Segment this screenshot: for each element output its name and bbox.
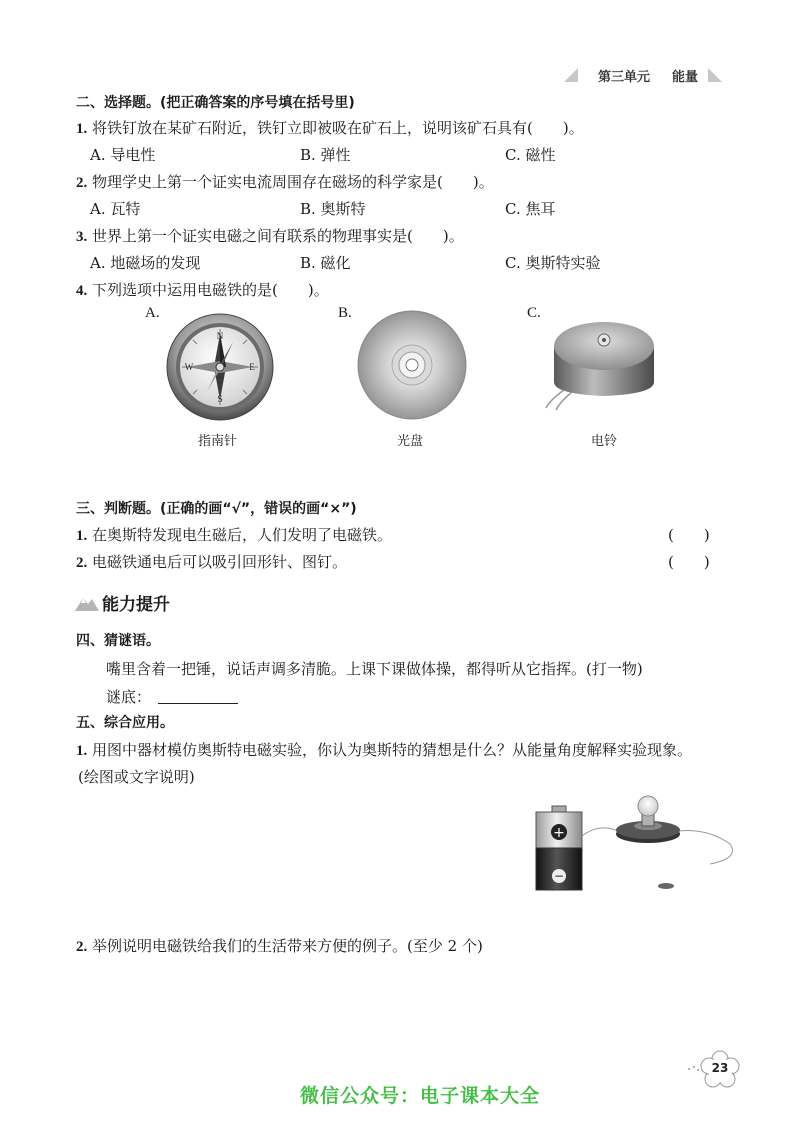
judgment-1	[76, 524, 392, 545]
application-question-1	[76, 739, 692, 760]
application-question-2	[76, 935, 483, 956]
q3-option-a: A. 地磁场的发现	[90, 254, 201, 272]
q4-caption-b: 光盘	[397, 434, 424, 449]
header-unit: 第三单元	[598, 70, 651, 85]
header-triangle-right-icon	[706, 66, 726, 84]
question-2	[76, 171, 494, 192]
q4-option-c-label: C.	[527, 305, 541, 321]
question-text: 用图中器材模仿奥斯特电磁实验，你认为奥斯特的猜想是什么？从能量角度解释实验现象。	[92, 741, 693, 759]
q1-option-a: A. 导电性	[90, 146, 156, 164]
header	[560, 64, 730, 86]
application-question-1-note: (绘图或文字说明)	[78, 768, 195, 786]
section2-title: 二、选择题。(把正确答案的序号填在括号里)	[76, 95, 355, 111]
judgment-2-blank[interactable]: ( )	[668, 553, 710, 571]
q2-option-b: B. 奥斯特	[300, 200, 366, 218]
judgment-text: 电磁铁通电后可以吸引回形针、图钉。	[92, 553, 348, 571]
q4-option-a-label: A.	[145, 305, 160, 321]
header-topic: 能量	[672, 70, 699, 85]
watermark-text: 微信公众号：电子课本大全	[300, 1085, 541, 1107]
compass-letter-e: E	[249, 362, 255, 372]
riddle-answer-label: 谜底：	[106, 688, 152, 706]
question-number: 4.	[76, 283, 88, 299]
ability-title: 能力提升	[102, 595, 170, 615]
question-text: 下列选项中运用电磁铁的是( )。	[92, 281, 329, 299]
q1-option-b: B. 弹性	[300, 146, 351, 164]
question-number: 1.	[76, 743, 88, 759]
question-text: 举例说明电磁铁给我们的生活带来方便的例子。(至少 2 个)	[92, 937, 483, 955]
battery-plus-sign: +	[553, 825, 565, 841]
header-triangle-left-icon	[560, 66, 590, 84]
compass-letter-n: N	[216, 331, 224, 341]
battery-apparatus-image	[530, 792, 750, 902]
question-text: 物理学史上第一个证实电流周围存在磁场的科学家是( )。	[92, 173, 494, 191]
question-number: 1.	[76, 121, 88, 137]
page-number: 23	[711, 1061, 729, 1075]
question-1	[76, 117, 584, 138]
question-text: 将铁钉放在某矿石附近，铁钉立即被吸在矿石上，说明该矿石具有( )。	[92, 119, 584, 137]
q1-option-c: C. 磁性	[505, 146, 556, 164]
riddle-answer-line[interactable]	[158, 703, 238, 704]
compass-letter-w: W	[184, 362, 194, 372]
section3-title: 三、判断题。(正确的画“√”，错误的画“×”)	[76, 501, 357, 517]
question-number: 2.	[76, 939, 88, 955]
question-number: 3.	[76, 229, 88, 245]
judgment-number: 2.	[76, 555, 88, 571]
question-number: 2.	[76, 175, 88, 191]
q2-option-c: C. 焦耳	[505, 200, 556, 218]
q2-option-a: A. 瓦特	[90, 200, 141, 218]
compass-letter-s: S	[217, 394, 223, 404]
judgment-1-blank[interactable]: ( )	[668, 526, 710, 544]
compass-image	[165, 312, 275, 422]
q3-option-c: C. 奥斯特实验	[505, 254, 601, 272]
q4-caption-a: 指南针	[198, 434, 238, 449]
battery-minus-sign: −	[553, 869, 565, 883]
question-4	[76, 279, 329, 300]
section4-title: 四、猜谜语。	[76, 633, 160, 649]
section5-title: 五、综合应用。	[76, 715, 174, 731]
q4-option-b-label: B.	[338, 305, 352, 321]
electric-bell-image	[542, 312, 662, 412]
q3-option-b: B. 磁化	[300, 254, 351, 272]
optical-disc-image	[357, 310, 467, 420]
q4-caption-c: 电铃	[591, 434, 618, 449]
mountain-icon	[74, 592, 100, 612]
riddle-text: 嘴里含着一把锤，说话声调多清脆。上课下课做体操，都得听从它指挥。(打一物)	[106, 660, 643, 678]
page-number-dots-icon	[686, 1064, 700, 1074]
judgment-number: 1.	[76, 528, 88, 544]
judgment-2	[76, 551, 347, 572]
question-3	[76, 225, 464, 246]
question-text: 世界上第一个证实电磁之间有联系的物理事实是( )。	[92, 227, 464, 245]
judgment-text: 在奥斯特发现电生磁后，人们发明了电磁铁。	[92, 526, 393, 544]
